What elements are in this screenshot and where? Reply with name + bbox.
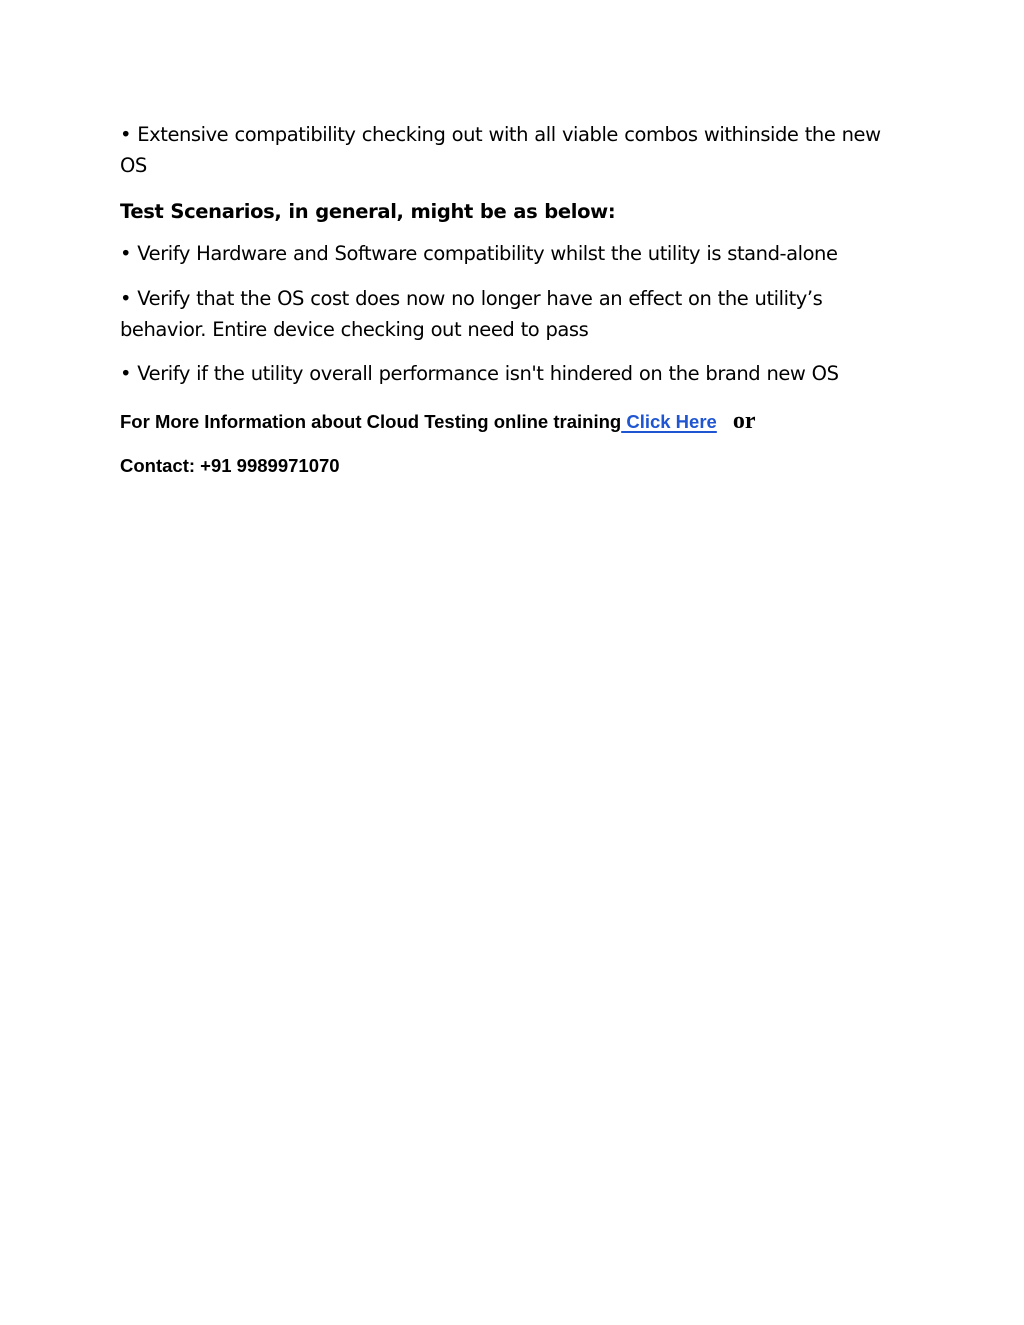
contact-line: Contact: +91 9989971070 xyxy=(120,455,340,476)
bullet-verify-os-cost: • Verify that the OS cost does now no longer have an effect on the utility’s behavior. Entire device checking out need to pass xyxy=(120,287,823,341)
or-text: or xyxy=(732,408,756,434)
bullet-compatibility-checking: • Extensive compatibility checking out with all viable combos withinside the new OS xyxy=(120,123,881,177)
test-scenarios-heading: Test Scenarios, in general, might be as below: xyxy=(120,200,616,223)
click-here-link[interactable]: Click Here xyxy=(621,411,717,432)
bullet-verify-performance: • Verify if the utility overall performance isn't hindered on the brand new OS xyxy=(120,362,839,385)
more-info-text: For More Information about Cloud Testing online training xyxy=(120,411,622,432)
bullet-verify-hardware-software: • Verify Hardware and Software compatibility whilst the utility is stand-alone xyxy=(120,242,838,265)
more-info-line xyxy=(120,409,755,434)
